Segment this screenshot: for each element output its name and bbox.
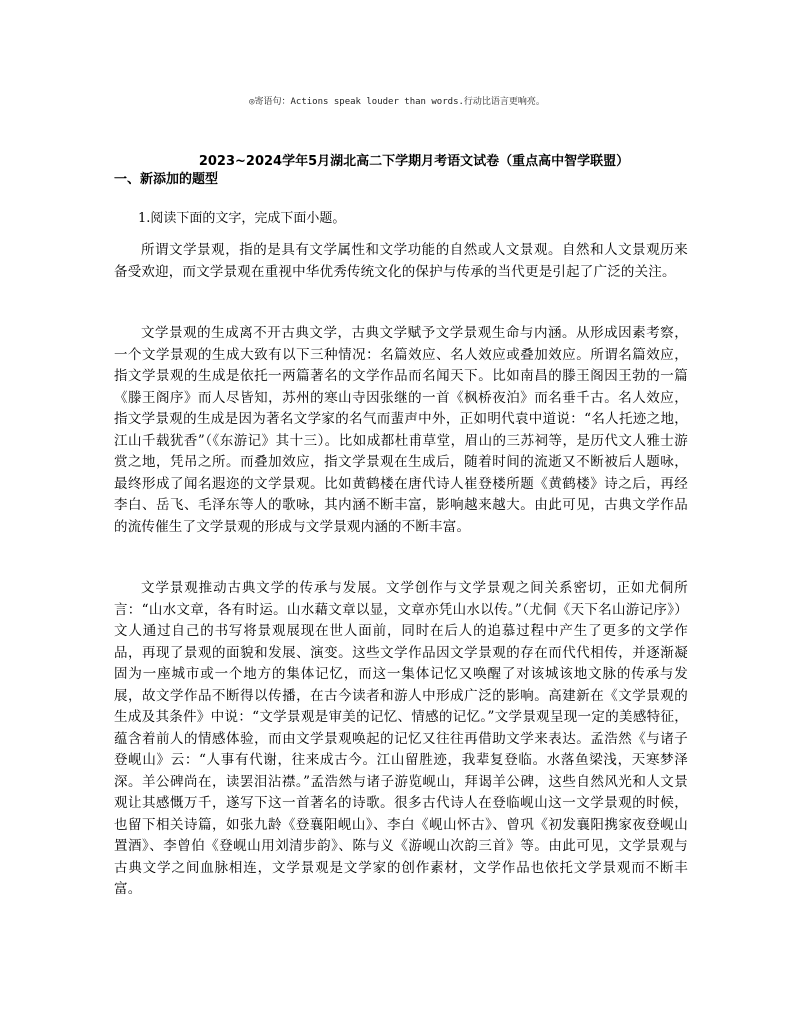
section-heading: 一、新添加的题型 [114,172,219,187]
question-prompt: 1.阅读下面的文字，完成下面小题。 [138,211,346,226]
paragraph-2: 文学景观的生成离不开古典文学，古典文学赋予文学景观生命与内涵。从形成因素考察，一个文学景观的生成大致有以下三种情况：名篇效应、名人效应或叠加效应。所谓名篇效应，指文学景观的生成是依托一两篇著名的文学作品而名闻天下。比如南昌的滕王阁因王勃的一篇《滕王阁序》而人尽皆知，苏州的寒山寺因张继的一首《枫桥夜泊》而名垂千古。名人效应，指文学景观的生成是因为著名文学家的名气而蜚声中外，正如明代袁中道说：“名人托迹之地，江山千载犹香”（《东游记》其十三）。比如成都杜甫草堂，眉山的三苏祠等，是历代文人雅士游赏之地，凭吊之所。而叠加效应，指文学景观在生成后，随着时间的流逝又不断被后人题咏，最终形成了闻名遐迩的文学景观。比如黄鹤楼在唐代诗人崔登楼所题《黄鹤楼》诗之后，再经李白、岳飞、毛泽东等人的歌咏，其内涵不断丰富，影响越来越大。由此可见，古典文学作品的流传催生了文学景观的形成与文学景观内涵的不断丰富。 [114,325,688,535]
exam-title: 2023~2024学年5月湖北高二下学期月考语文试卷（重点高中智学联盟） [198,154,630,169]
motto-header: ◎寄语句：Actions speak louder than words.行动比语言更响亮。 [249,97,545,107]
paragraph-3: 文学景观推动古典文学的传承与发展。文学创作与文学景观之间关系密切，正如尤侗所言：“山水文章，各有时运。山水藉文章以显，文章亦凭山水以传。”（尤侗《天下名山游记序》）文人通过自己的书写将景观展现在世人面前，同时在后人的追慕过程中产生了更多的文学作品，再现了景观的面貌和发展、演变。这些文学作品因文学景观的存在而代代相传，并逐渐凝固为一座城市或一个地方的集体记忆，而这一集体记忆又唤醒了对该城该地文脉的传承与发展，故文学作品不断得以传播，在古今读者和游人中形成广泛的影响。高建新在《文学景观的生成及其条件》中说：“文学景观是审美的记忆、情感的记忆。”文学景观呈现一定的美感特征，蕴含着前人的情感体验，而由文学景观唤起的记忆又往往再借助文学来表达。孟浩然《与诸子登岘山》云：“人事有代谢，往来成古今。江山留胜迹，我辈复登临。水落鱼梁浅，天寒梦泽深。羊公碑尚在，读罢泪沾襟。”孟浩然与诸子游览岘山，拜谒羊公碑，这些自然风光和人文景观让其感慨万千，遂写下这一首著名的诗歌。很多古代诗人在登临岘山这一文学景观的时候，也留下相关诗篇，如张九龄《登襄阳岘山》、李白《岘山怀古》、曾巩《初发襄阳携家夜登岘山置酒》、李曾伯《登岘山用刘清步韵》、陈与义《游岘山次韵三首》等。由此可见，文学景观与古典文学之间血脉相连，文学景观是文学家的创作素材，文学作品也依托文学景观而不断丰富。 [114,580,688,897]
paragraph-1: 所谓文学景观，指的是具有文学属性和文学功能的自然或人文景观。自然和人文景观历来备受欢迎，而文学景观在重视中华优秀传统文化的保护与传承的当代更是引起了广泛的关注。 [114,242,688,280]
